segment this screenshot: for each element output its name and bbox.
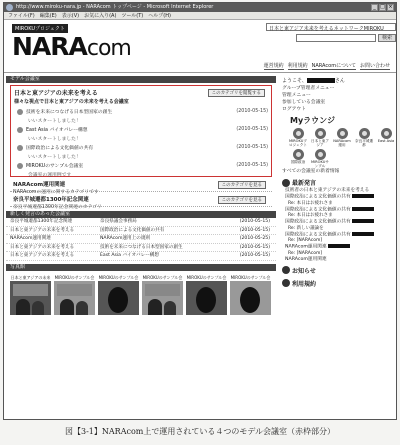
photo-image xyxy=(186,281,227,315)
menu-file[interactable]: ファイル(F) xyxy=(8,13,35,19)
lounge-room-icon[interactable]: East Asia xyxy=(376,128,396,147)
news-row[interactable]: 奈良平城遷都1300年記念関連 奈良県議会事務局 (2010-05-15) xyxy=(6,218,276,227)
new-post-reply[interactable]: Re: 新しい議論を xyxy=(288,225,324,231)
sidebar-item-logout[interactable]: ログアウト xyxy=(282,107,306,112)
new-post-entry[interactable]: NARAcom運用関連 xyxy=(280,244,396,251)
photo-image xyxy=(54,281,95,315)
post-row[interactable]: MIROKUのサンプル会議室 (2010-05-15) xyxy=(28,161,268,170)
window-controls xyxy=(371,4,394,11)
notice-header[interactable]: お知らせ xyxy=(280,263,396,276)
photo-item[interactable]: MIROKUのサンプル会 xyxy=(186,274,227,315)
post-row[interactable]: 国際政治による文化価値の共有 (2010-05-15) xyxy=(28,143,268,152)
new-post-entry[interactable]: 国際政治による文化価値の共有 xyxy=(280,194,396,201)
photo-image xyxy=(98,281,139,315)
new-post-reply[interactable]: Re: [NARAcom] xyxy=(288,238,323,243)
lounge-room-icon[interactable]: MIROKUプロジェクト xyxy=(288,128,308,147)
photo-item[interactable]: MIROKUのサンプル会 xyxy=(142,274,183,315)
room-title[interactable]: 奈良平城遷都1300年記念関連 xyxy=(13,197,89,203)
lounge-room-icon[interactable]: 日本と東アジア xyxy=(310,128,330,147)
menu-edit[interactable]: 編集(E) xyxy=(39,13,57,19)
new-post-entry[interactable]: 国際政治による文化価値の共有 xyxy=(280,207,396,214)
menu-help[interactable]: ヘルプ(H) xyxy=(148,13,171,19)
search-input[interactable] xyxy=(296,34,376,42)
header-right xyxy=(266,23,396,42)
browser-titlebar xyxy=(4,3,396,12)
view-category-button[interactable]: このカテゴリを見る xyxy=(218,181,266,189)
post-row[interactable]: いいスタートしました！ xyxy=(28,119,81,124)
link-about[interactable]: NARAcomについて xyxy=(311,63,356,69)
view-category-button[interactable]: このカテゴリを閲覧する xyxy=(208,89,265,97)
link-contact[interactable]: お問い合わせ xyxy=(359,63,390,69)
photo-image xyxy=(10,281,51,315)
project-tag: MIROKUプロジェクト xyxy=(12,24,68,33)
photo-item[interactable]: MIROKUのサンプル会 xyxy=(230,274,271,315)
view-category-button[interactable]: このカテゴリを見る xyxy=(218,196,266,204)
lounge-room-icon[interactable]: MIROKUサンプル xyxy=(310,149,330,168)
photo-item[interactable]: MIROKUのサンプル会 xyxy=(54,274,95,315)
browser-title: http://www.miroku-nara.jp - NARAcom トップページ - Microsoft Internet Explorer xyxy=(16,4,214,10)
recent-rooms-title: 新しく発言のあった会議室 xyxy=(6,211,276,218)
lounge-room-icon[interactable]: NARAcom運用 xyxy=(332,128,352,147)
search-bar xyxy=(266,34,396,42)
menu-tools[interactable]: ツール(T) xyxy=(121,13,144,19)
redacted-username xyxy=(307,78,335,83)
lounge-room-icon[interactable]: 国際政治 xyxy=(288,149,308,168)
news-row[interactable]: 日本と東アジアの未来を考える East Asia バイオバレー構想 (2010-05-15) xyxy=(6,252,276,261)
post-row[interactable]: East Asia バイオバレー構想 (2010-05-15) xyxy=(28,125,268,134)
link-terms[interactable]: 利用規約 xyxy=(287,63,308,69)
room-naracom xyxy=(10,179,272,195)
my-lounge-title: Myラウンジ xyxy=(290,116,335,125)
photo-image xyxy=(142,281,183,315)
page-content xyxy=(4,21,396,419)
main-column xyxy=(6,76,276,318)
site-logo[interactable] xyxy=(12,32,131,61)
new-post-entry[interactable]: NARAcom運用関連 xyxy=(285,256,327,262)
close-icon[interactable]: × xyxy=(388,4,393,10)
post-row[interactable]: 会議室の運用例です xyxy=(28,173,72,178)
photo-image xyxy=(230,281,271,315)
user-avatar-icon xyxy=(17,109,23,115)
model-rooms-title: モデル会議室 xyxy=(6,76,276,83)
menu-favorites[interactable]: お気に入り(A) xyxy=(84,13,117,19)
header-links xyxy=(264,62,390,70)
browser-window xyxy=(3,2,397,420)
new-post-entry[interactable]: 国際政治による文化価値の共有 xyxy=(280,232,396,239)
photo-item[interactable]: 日本と東アジアの未来 xyxy=(10,274,51,315)
logo-com: com xyxy=(86,36,131,61)
browser-menubar xyxy=(4,12,396,20)
all-rooms-updates-link[interactable]: すべての会議室の新着情報 xyxy=(282,169,340,174)
new-post-entry[interactable]: 国際政治による文化価値の共有 xyxy=(280,219,396,226)
sidebar-item-joined-rooms[interactable]: 参加している会議室 xyxy=(282,100,326,105)
room-subtitle: 奈良平城遷都1300年記念関連のカテゴリ xyxy=(13,205,102,210)
room-subtitle: NARAcomの運用に関するカテゴリです xyxy=(13,190,99,195)
photo-item[interactable]: MIROKUのサンプル会 xyxy=(98,274,139,315)
link-operation-rules[interactable]: 運営規約 xyxy=(263,63,284,69)
speech-icon xyxy=(282,179,290,187)
room-title[interactable]: 日本と東アジアの未来を考える xyxy=(14,90,98,97)
post-row[interactable]: いいスタートしました！ xyxy=(28,137,81,142)
user-avatar-icon xyxy=(17,163,23,169)
user-avatar-icon xyxy=(17,127,23,133)
news-row[interactable]: NARAcom運用関連 NARAcom運用上の規則 (2010-05-25) xyxy=(6,235,276,244)
user-avatar-icon xyxy=(17,145,23,151)
ie-icon xyxy=(6,4,13,11)
sidebar-item-admin[interactable]: 管理メニュー xyxy=(282,93,311,98)
photo-gallery-title: 写真館 xyxy=(6,264,276,271)
welcome-message: ようこそ、 さん xyxy=(282,78,345,84)
photo-gallery xyxy=(6,271,276,318)
room-subtitle: 様々な視点で日本と東アジアの未来を考える会議室 xyxy=(14,99,129,105)
news-row[interactable]: 日本と東アジアの未来を考える 国際政治による文化価値の共有 (2010-05-15) xyxy=(6,227,276,236)
model-rooms-highlight xyxy=(10,85,272,177)
figure-caption: 図【3-1】NARAcom上で運用されている４つのモデル会議室（赤枠部分） xyxy=(65,427,335,436)
new-posts-header: 最新発言 xyxy=(280,175,396,188)
new-post-reply[interactable]: Re: 本日はお疲れさま xyxy=(288,213,333,218)
new-post-reply[interactable]: Re: [NARAcom] xyxy=(288,250,323,256)
sidebar-item-group-admin[interactable]: グループ管理者メニュー xyxy=(282,86,335,91)
menu-view[interactable]: 表示(V) xyxy=(61,13,80,19)
room-title[interactable]: NARAcom運用関連 xyxy=(13,182,66,188)
site-header xyxy=(4,21,396,73)
search-button[interactable]: 検索 xyxy=(378,34,396,42)
bell-icon xyxy=(282,266,290,274)
maximize-icon[interactable]: □ xyxy=(380,4,385,10)
new-post-reply[interactable]: Re: 本日はお疲れさま xyxy=(288,200,333,206)
news-row[interactable]: 日本と東アジアの未来を考える 技術を未来につなげる日本型国家の創生 (2010-05-15) xyxy=(6,244,276,253)
lounge-room-icon[interactable]: 奈良平城遷都 xyxy=(354,128,374,147)
lounge-icons xyxy=(280,128,396,168)
post-row[interactable]: いいスタートしました！ xyxy=(28,155,81,160)
network-label: 日本と東アジア未来を考えるネットワークMIROKU xyxy=(266,23,396,31)
room-nara1300 xyxy=(10,194,272,210)
terms-header[interactable]: 利用規約 xyxy=(280,276,396,289)
sidebar xyxy=(280,76,396,289)
post-row[interactable]: 技術を未来につなげる日本型国家の創生 (2010-05-15) xyxy=(28,107,268,116)
minimize-icon[interactable]: _ xyxy=(371,4,378,11)
logo-main: NARA xyxy=(12,32,87,61)
new-post-entry[interactable]: 技術者の日本と東アジアの未来を考える xyxy=(285,188,370,193)
book-icon xyxy=(282,279,290,287)
